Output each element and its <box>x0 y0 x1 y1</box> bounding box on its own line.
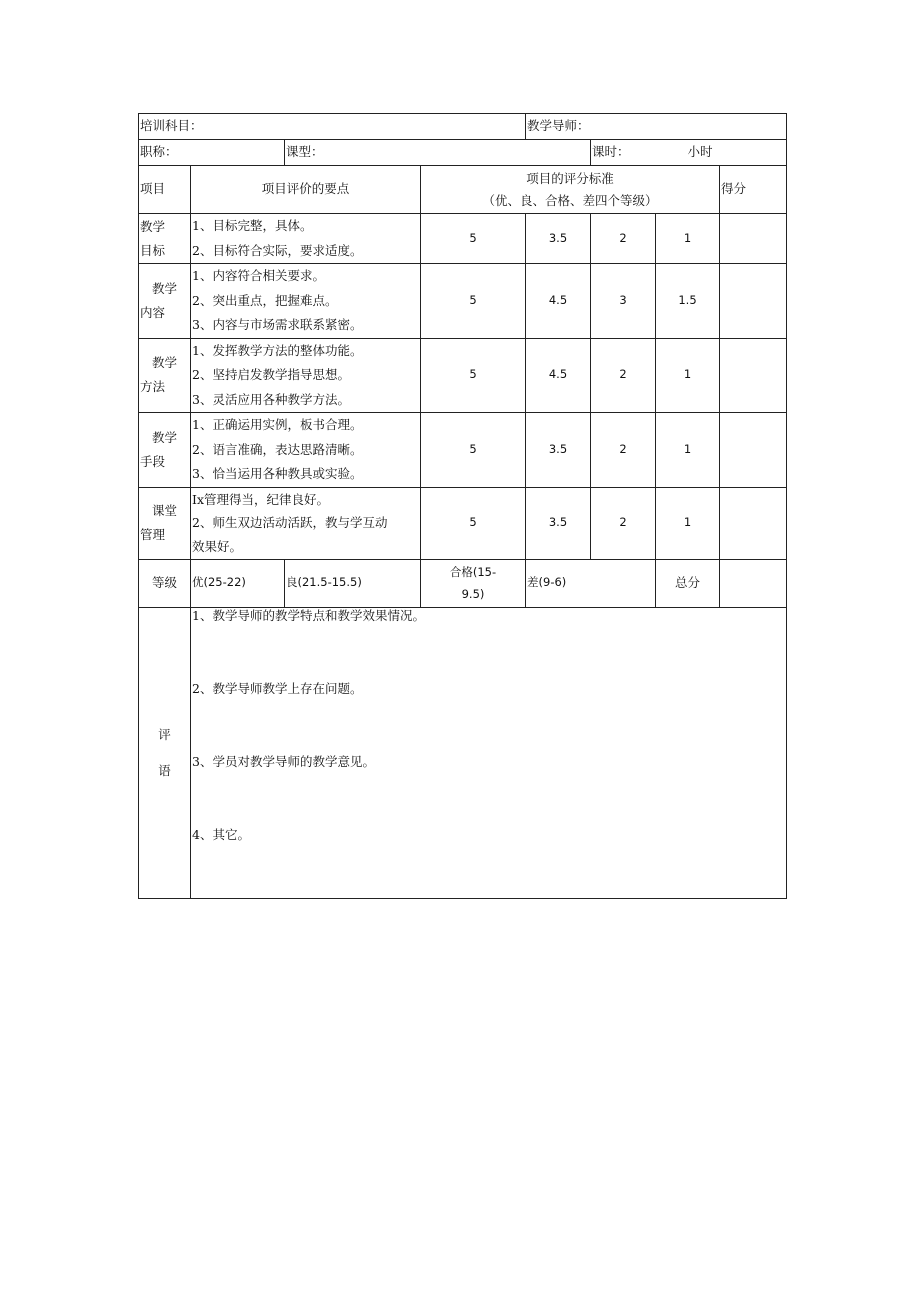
comments-row <box>139 607 787 898</box>
row-label: 教学 方法 <box>139 338 191 413</box>
score-excellent: 5 <box>421 338 526 413</box>
table-row <box>139 487 787 559</box>
row-points: 1、正确运用实例，板书合理。 2、语言准确，表达思路清晰。 3、恰当运用各种教具或实验。 <box>191 413 421 488</box>
table-row <box>139 413 787 488</box>
col-evaluation-points: 项目评价的要点 <box>191 166 421 214</box>
job-title-label: 职称： <box>140 144 178 160</box>
scoring-standard-levels: （优、良、合格、差四个等级） <box>482 192 658 208</box>
score-excellent: 5 <box>421 413 526 488</box>
score-pass: 2 <box>591 413 656 488</box>
grade-row <box>139 559 787 607</box>
total-score-label: 总分 <box>656 559 720 607</box>
header-row-title <box>139 140 787 166</box>
teacher-cell <box>526 114 787 140</box>
lesson-type-cell <box>285 140 591 166</box>
col-score: 得分 <box>720 166 787 214</box>
score-input-cell[interactable] <box>720 338 787 413</box>
score-excellent: 5 <box>421 214 526 264</box>
col-scoring-standard <box>421 166 720 214</box>
grade-poor: 差(9-6) <box>526 559 656 607</box>
score-good: 3.5 <box>526 413 591 488</box>
lesson-type-label: 课型： <box>286 144 324 160</box>
row-label: 教学 内容 <box>139 264 191 339</box>
score-poor: 1.5 <box>656 264 720 339</box>
row-label: 课堂 管理 <box>139 487 191 559</box>
training-subject-cell <box>139 114 526 140</box>
grade-excellent: 优(25-22) <box>191 559 285 607</box>
row-points: Ix管理得当，纪律良好。 2、师生双边活动活跃，教与学互动 效果好。 <box>191 487 421 559</box>
score-good: 4.5 <box>526 264 591 339</box>
total-score-input-cell[interactable] <box>720 559 787 607</box>
score-pass: 2 <box>591 487 656 559</box>
grade-good: 良(21.5-15.5) <box>285 559 421 607</box>
row-points: 1、发挥教学方法的整体功能。 2、坚持启发教学指导思想。 3、灵活应用各种教学方法。 <box>191 338 421 413</box>
training-subject-label: 培训科目： <box>140 118 203 134</box>
row-label: 教学 手段 <box>139 413 191 488</box>
column-header-row <box>139 166 787 214</box>
grade-label: 等级 <box>139 559 191 607</box>
comments-label: 评 语 <box>139 607 191 898</box>
row-points: 1、内容符合相关要求。 2、突出重点，把握难点。 3、内容与市场需求联系紧密。 <box>191 264 421 339</box>
evaluation-table <box>138 113 787 899</box>
score-input-cell[interactable] <box>720 264 787 339</box>
score-poor: 1 <box>656 214 720 264</box>
class-hours-cell <box>591 140 787 166</box>
row-label: 教学 目标 <box>139 214 191 264</box>
class-hours-label: 课时： <box>592 144 630 160</box>
header-row-subject <box>139 114 787 140</box>
table-row <box>139 264 787 339</box>
score-poor: 1 <box>656 338 720 413</box>
score-excellent: 5 <box>421 487 526 559</box>
comment-item: 3、学员对教学导师的教学意见。 <box>192 753 375 769</box>
comments-area[interactable] <box>191 607 787 898</box>
scoring-standard-title: 项目的评分标准 <box>526 170 614 186</box>
table-row <box>139 214 787 264</box>
score-poor: 1 <box>656 487 720 559</box>
row-points: 1、目标完整，具体。 2、目标符合实际，要求适度。 <box>191 214 421 264</box>
grade-pass: 合格(15- 9.5) <box>421 559 526 607</box>
score-pass: 3 <box>591 264 656 339</box>
score-excellent: 5 <box>421 264 526 339</box>
comment-item: 2、教学导师教学上存在问题。 <box>192 680 363 696</box>
comment-item: 4、其它。 <box>192 826 250 842</box>
score-good: 3.5 <box>526 214 591 264</box>
score-good: 3.5 <box>526 487 591 559</box>
score-input-cell[interactable] <box>720 214 787 264</box>
table-row <box>139 338 787 413</box>
score-pass: 2 <box>591 214 656 264</box>
comment-item: 1、教学导师的教学特点和教学效果情况。 <box>192 607 425 623</box>
score-input-cell[interactable] <box>720 413 787 488</box>
score-pass: 2 <box>591 338 656 413</box>
class-hours-unit: 小时 <box>687 144 713 160</box>
col-item: 项目 <box>139 166 191 214</box>
score-good: 4.5 <box>526 338 591 413</box>
teacher-label: 教学导师： <box>527 118 590 134</box>
job-title-cell <box>139 140 285 166</box>
score-poor: 1 <box>656 413 720 488</box>
score-input-cell[interactable] <box>720 487 787 559</box>
